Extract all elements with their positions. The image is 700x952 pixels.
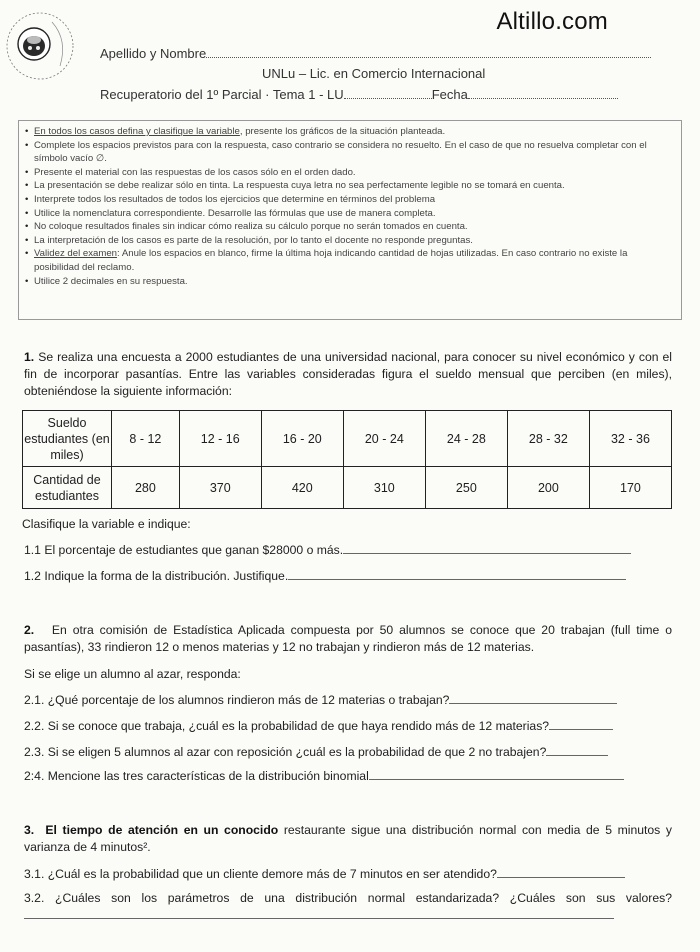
rule-item: • La interpretación de los casos es parte de la resolución, por lo tanto el docente no responde preguntas. <box>25 234 675 248</box>
rule-item: • Utilice 2 decimales en su respuesta. <box>25 275 675 289</box>
q2-item-3: 2.3. Si se eligen 5 alumnos al azar con reposición ¿cuál es la probabilidad de que 2 no trabajen? <box>24 744 608 761</box>
table-cell: 12 - 16 <box>179 411 261 467</box>
answer-blank[interactable] <box>546 745 608 756</box>
course-title: UNLu – Lic. en Comercio Internacional <box>262 66 486 81</box>
rule-item: • No coloque resultados finales sin indicar cómo realiza su cálculo porque no serán tomados en cuenta. <box>25 220 675 234</box>
lu-blank[interactable] <box>344 88 432 99</box>
table-cell: 20 - 24 <box>343 411 425 467</box>
question-2-text: 2. En otra comisión de Estadística Aplicada compuesta por 50 alumnos se conoce que 20 trabajan (full time o pasantías), 33 rindieron 12 o menos materias y 12 no trabajan y rindieron más de 12 materias. <box>24 623 672 654</box>
table-cell: 250 <box>425 467 507 509</box>
rule-item: • Presente el material con las respuestas de los casos sólo en el orden dado. <box>25 166 675 180</box>
name-label: Apellido y Nombre <box>100 46 207 61</box>
exam-line <box>100 87 618 102</box>
answer-blank[interactable] <box>24 908 614 919</box>
table-row <box>23 467 672 509</box>
table-cell: 32 - 36 <box>589 411 671 467</box>
rule-item: • En todos los casos defina y clasifique la variable, presente los gráficos de la situación planteada. <box>25 125 675 139</box>
table-cell: 8 - 12 <box>112 411 180 467</box>
table-cell: 170 <box>589 467 671 509</box>
table-cell: 370 <box>179 467 261 509</box>
q2-prompt: Si se elige un alumno al azar, responda: <box>24 667 241 681</box>
rule-item: • Validez del examen: Anule los espacios en blanco, firme la última hoja indicando cantidad de hojas utilizadas. En caso contrario no existe la posibilidad del reclamo. <box>25 247 675 274</box>
table-cell: 28 - 32 <box>507 411 589 467</box>
q1-instruction: Clasifique la variable e indique: <box>22 517 191 531</box>
table-cell: 200 <box>507 467 589 509</box>
table-cell: 16 - 20 <box>261 411 343 467</box>
frequency-table <box>22 410 672 509</box>
name-blank[interactable] <box>206 47 651 58</box>
table-cell: 420 <box>261 467 343 509</box>
q1-item-1: 1.1 El porcentaje de estudiantes que ganan $28000 o más. <box>24 542 631 559</box>
table-row <box>23 411 672 467</box>
rule-item: • Complete los espacios previstos para con la respuesta, caso contrario se considera no resuelto. En el caso de que no resuelva completar con el símbolo vacío ∅. <box>25 139 675 166</box>
q3-item-2: 3.2. ¿Cuáles son los parámetros de una distribución normal estandarizada? ¿Cuáles son sus valores? <box>24 890 672 924</box>
table-header-count: Cantidad de estudiantes <box>23 467 112 509</box>
table-cell: 310 <box>343 467 425 509</box>
table-header-salary: Sueldo estudiantes (en miles) <box>23 411 112 467</box>
table-cell: 24 - 28 <box>425 411 507 467</box>
date-blank[interactable] <box>468 88 618 99</box>
q1-item-2: 1.2 Indique la forma de la distribución. Justifique. <box>24 568 626 585</box>
question-3-text: 3. El tiempo de atención en un conocido restaurante sigue una distribución normal con media de 5 minutos y varianza de 4 minutos². <box>24 823 672 854</box>
rule-item: • Utilice la nomenclatura correspondiente. Desarrolle las fórmulas que use de manera completa. <box>25 207 675 221</box>
q2-item-4: 2:4. Mencione las tres características de la distribución binomial <box>24 768 624 785</box>
exam-title: Recuperatorio del 1º Parcial · Tema 1 - LU <box>100 87 344 102</box>
answer-blank[interactable] <box>369 769 624 780</box>
rule-item: • Interprete todos los resultados de todos los ejercicios que determine en términos del problema <box>25 193 675 207</box>
brand-logo-text: Altillo.com <box>496 8 608 35</box>
instructions-box <box>18 120 682 320</box>
name-line <box>100 46 651 61</box>
q3-item-1: 3.1. ¿Cuál es la probabilidad que un cliente demore más de 7 minutos en ser atendido? <box>24 866 625 883</box>
q2-item-1: 2.1. ¿Qué porcentaje de los alumnos rindieron más de 12 materias o trabajan? <box>24 692 617 709</box>
answer-blank[interactable] <box>549 719 613 730</box>
answer-blank[interactable] <box>288 569 626 580</box>
date-label: Fecha <box>431 87 468 102</box>
rule-item: • La presentación se debe realizar sólo en tinta. La respuesta cuya letra no sea perfectamente legible no se tomará en cuenta. <box>25 179 675 193</box>
answer-blank[interactable] <box>449 693 617 704</box>
table-cell: 280 <box>112 467 180 509</box>
q2-item-2: 2.2. Si se conoce que trabaja, ¿cuál es la probabilidad de que haya rendido más de 12 materias? <box>24 718 613 735</box>
university-seal-icon <box>4 10 76 82</box>
question-1-text: 1. Se realiza una encuesta a 2000 estudiantes de una universidad nacional, para conocer su nivel económico y con el fin de incorporar pasantías. Entre las variables consideradas figura el sueldo mensual que perciben (en miles), obteniéndose la siguiente información: <box>24 350 672 398</box>
answer-blank[interactable] <box>343 543 631 554</box>
answer-blank[interactable] <box>497 867 625 878</box>
